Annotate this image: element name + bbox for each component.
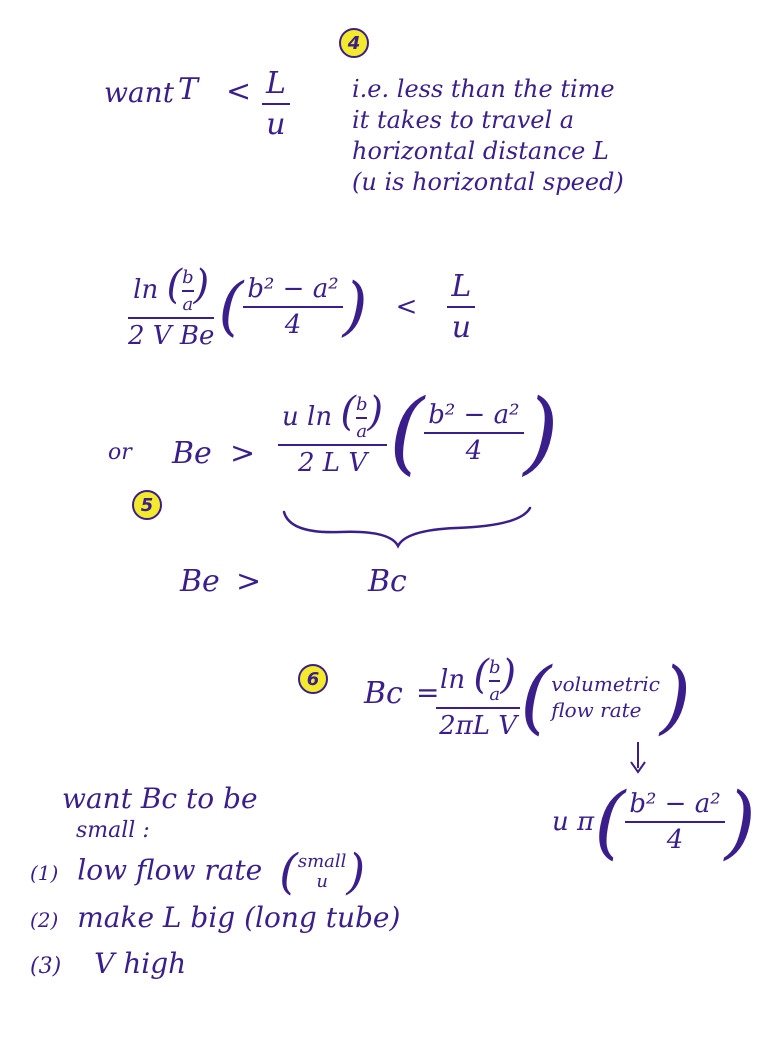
- note-line: (u is horizontal speed): [352, 168, 624, 196]
- small-label: small :: [76, 818, 150, 843]
- denominator: 2 L V: [297, 447, 368, 478]
- equals-sign: =: [416, 676, 440, 709]
- note-line: horizontal distance L: [352, 137, 609, 165]
- greater-than-sign: >: [230, 436, 256, 471]
- u-symbol: u: [316, 871, 328, 892]
- ln-fraction: [436, 652, 520, 741]
- fraction-bar: [436, 707, 520, 709]
- four: 4: [666, 825, 684, 855]
- fraction-denominator: u: [451, 309, 472, 345]
- inequality-1: ln ( $\frac{b}{a}$ ) 2 V Be ( $\frac{\text{b² − a²}}{4}$ ) < $\frac{L}{u}$: [128, 262, 475, 351]
- volumetric-flow-rate: [551, 671, 660, 723]
- want-heading: want Bc to be: [62, 782, 258, 815]
- list-item: [30, 942, 400, 989]
- item-number: (2): [30, 908, 59, 932]
- item-text: low flow rate: [77, 853, 263, 887]
- flow-rate-expression: u π ( $\frac{\text{b² − a²}}{4}$ ): [552, 775, 756, 868]
- fraction-numerator: L: [451, 268, 472, 304]
- item-text: V high: [94, 947, 187, 980]
- a-symbol: a: [489, 684, 501, 705]
- b-symbol: b: [182, 267, 194, 288]
- b2-minus-a2: b² − a²: [629, 789, 721, 819]
- u-symbol: u: [282, 401, 299, 432]
- Bc-symbol: Bc: [368, 564, 407, 599]
- ln-symbol: ln: [133, 275, 159, 305]
- fraction-denominator: u: [266, 107, 286, 142]
- denominator: 2 V Be: [128, 321, 215, 351]
- list-item: (1) low flow rate ( small u ): [30, 844, 366, 900]
- step-5-badge: 5: [132, 490, 162, 520]
- list-item: [30, 896, 400, 942]
- u-ln-term: u ln ( $\frac{b}{a}$ ): [282, 388, 384, 442]
- less-than-sign: <: [395, 291, 418, 322]
- or-label: or: [108, 440, 132, 465]
- Be-symbol: Be: [172, 436, 212, 471]
- b2-minus-a2: b² − a²: [247, 273, 339, 304]
- small-word: small: [297, 851, 347, 872]
- item-number: (3): [30, 954, 62, 979]
- less-than-sign: <: [226, 74, 252, 109]
- denominator: 2πL V: [439, 711, 517, 741]
- b2-minus-a2: b² − a²: [428, 400, 520, 430]
- fraction-numerator: L: [266, 66, 286, 101]
- b-symbol: b: [488, 657, 501, 678]
- Be-symbol: Be: [180, 564, 220, 599]
- ln-term: ln ( $\frac{b}{a}$ ): [440, 652, 517, 705]
- volumetric-word: volumetric: [551, 671, 660, 696]
- four: 4: [284, 309, 302, 340]
- u-pi: u π: [552, 807, 595, 837]
- T-symbol: T: [178, 72, 199, 107]
- want-label: want: [104, 76, 174, 109]
- ln-symbol: ln: [440, 665, 466, 695]
- note-line: i.e. less than the time: [352, 75, 615, 103]
- note-line: it takes to travel a: [352, 106, 575, 134]
- a-symbol: a: [356, 420, 368, 442]
- ln-term: ln ( $\frac{b}{a}$ ): [133, 262, 210, 315]
- item-number: (1): [30, 860, 59, 885]
- ln-symbol: ln: [307, 401, 333, 432]
- a-symbol: a: [182, 294, 194, 315]
- area-fraction: [625, 789, 724, 855]
- b-symbol: b: [355, 393, 368, 415]
- step-4-badge: 4: [339, 28, 369, 58]
- four: 4: [465, 436, 483, 466]
- critical-fraction: u ln ( $\frac{b}{a}$ ) 2 L V ( $\frac{\text{b² − a²}}{4}$ ): [278, 388, 559, 478]
- greater-than-sign: >: [236, 564, 262, 599]
- Bc-symbol: Bc: [364, 676, 403, 711]
- fraction-bar: [625, 821, 724, 823]
- step-6-badge: 6: [298, 664, 328, 694]
- Bc-formula: ln ( $\frac{b}{a}$ ) 2πL V ( volumetric flow rate ): [436, 652, 691, 741]
- condition-list: [30, 844, 401, 989]
- item-text: make L big (long tube): [77, 901, 401, 934]
- flow-rate-word: flow rate: [551, 697, 642, 722]
